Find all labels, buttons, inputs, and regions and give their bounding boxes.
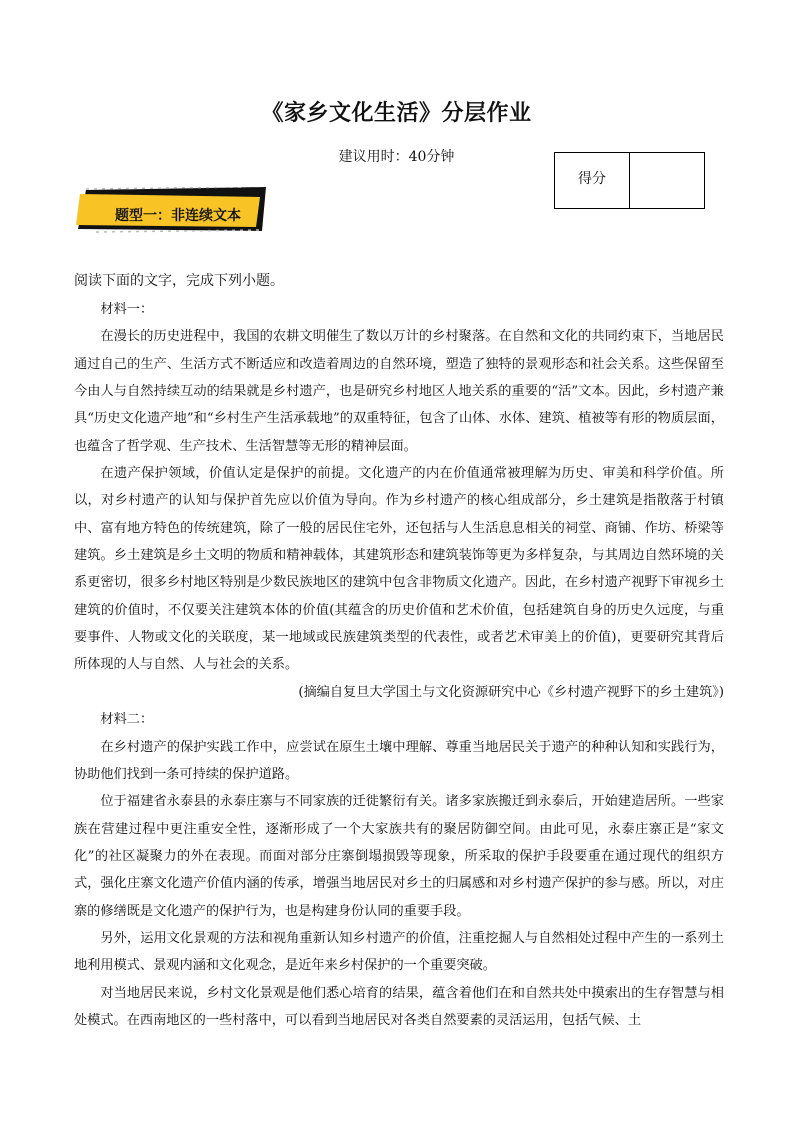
instruction-text: 阅读下面的文字，完成下列小题。 — [74, 273, 284, 289]
source-citation: (摘编自复旦大学国土与文化资源研究中心《乡村遗产视野下的乡土建筑》) — [298, 684, 724, 700]
reading-material — [74, 296, 724, 1034]
paragraph: 在乡村遗产的保护实践工作中，应尝试在原生土壤中理解、尊重当地居民关于遗产的种种认知和实践行为，协助他们找到一条可持续的保护道路。 — [74, 739, 724, 782]
paragraph: 在遗产保护领域，价值认定是保护的前提。文化遗产的内在价值通常被理解为历史、审美和科学价值。所以，对乡村遗产的认知与保护首先应以价值为导向。作为乡村遗产的核心组成部分，乡土建筑是指散落于村镇中、富有地方特色的传统建筑，除了一般的居民住宅外，还包括与人生活息息相关的祠堂、商铺、作坊、桥梁等建筑。乡土建筑是乡土文明的物质和精神载体，其建筑形态和建筑装饰等更为多样复杂，与其周边自然环境的关系更密切，很多乡村地区特别是少数民族地区的建筑中包含非物质文化遗产。因此，在乡村遗产视野下审视乡土建筑的价值时，不仅要关注建筑本体的价值(其蕴含的历史价值和艺术价值，包括建筑自身的历史久远度，与重要事件、人物或文化的关联度，某一地域或民族建筑类型的代表性，或者艺术审美上的价值)，更要研究其背后所体现的人与自然、人与社会的关系。 — [74, 466, 724, 673]
paragraph: 在漫长的历史进程中，我国的农耕文明催生了数以万计的乡村聚落。在自然和文化的共同约束下，当地居民通过自己的生产、生活方式不断适应和改造着周边的自然环境，塑造了独特的景观形态和社会关系。这些保留至今由人与自然持续互动的结果就是乡村遗产，也是研究乡村地区人地关系的重要的“活”文本。因此，乡村遗产兼具“历史文化遗产地”和“乡村生产生活承载地”的双重特征，包含了山体、水体、建筑、植被等有形的物质层面，也蕴含了哲学观、生产技术、生活智慧等无形的精神层面。 — [74, 329, 724, 454]
score-value-cell[interactable] — [630, 153, 705, 209]
paragraph: 材料二： — [100, 712, 154, 728]
score-box — [554, 152, 705, 209]
suggested-time: 建议用时：40分钟 — [338, 149, 455, 165]
section-title: 题型一：非连续文本 — [115, 208, 241, 224]
paragraph: 位于福建省永泰县的永泰庄寨与不同家族的迁徙繁衍有关。诸多家族搬迁到永泰后，开始建造居所。一些家族在营建过程中更注重安全性，逐渐形成了一个大家族共有的聚居防御空间。由此可见，永泰庄寨正是“家文化”的社区凝聚力的外在表现。而面对部分庄寨倒塌损毁等现象，所采取的保护手段要重在通过现代的组织方式，强化庄寨文化遗产价值内涵的传承，增强当地居民对乡土的归属感和对乡村遗产保护的参与感。所以，对庄寨的修缮既是文化遗产的保护行为，也是构建身份认同的重要手段。 — [74, 794, 724, 919]
score-label: 得分 — [555, 153, 630, 209]
paragraph: 另外，运用文化景观的方法和视角重新认知乡村遗产的价值，注重挖掘人与自然相处过程中产生的一系列土地利用模式、景观内涵和文化观念，是近年来乡村保护的一个重要突破。 — [74, 930, 724, 974]
paragraph: 材料一： — [100, 302, 154, 317]
paragraph: 对当地居民来说，乡村文化景观是他们悉心培育的结果，蕴含着他们在和自然共处中摸索出的生存智慧与相处模式。在西南地区的一些村落中，可以看到当地居民对各类自然要素的灵活运用，包括气候、土 — [74, 985, 724, 1028]
page-title: 《家乡文化生活》分层作业 — [261, 101, 532, 126]
